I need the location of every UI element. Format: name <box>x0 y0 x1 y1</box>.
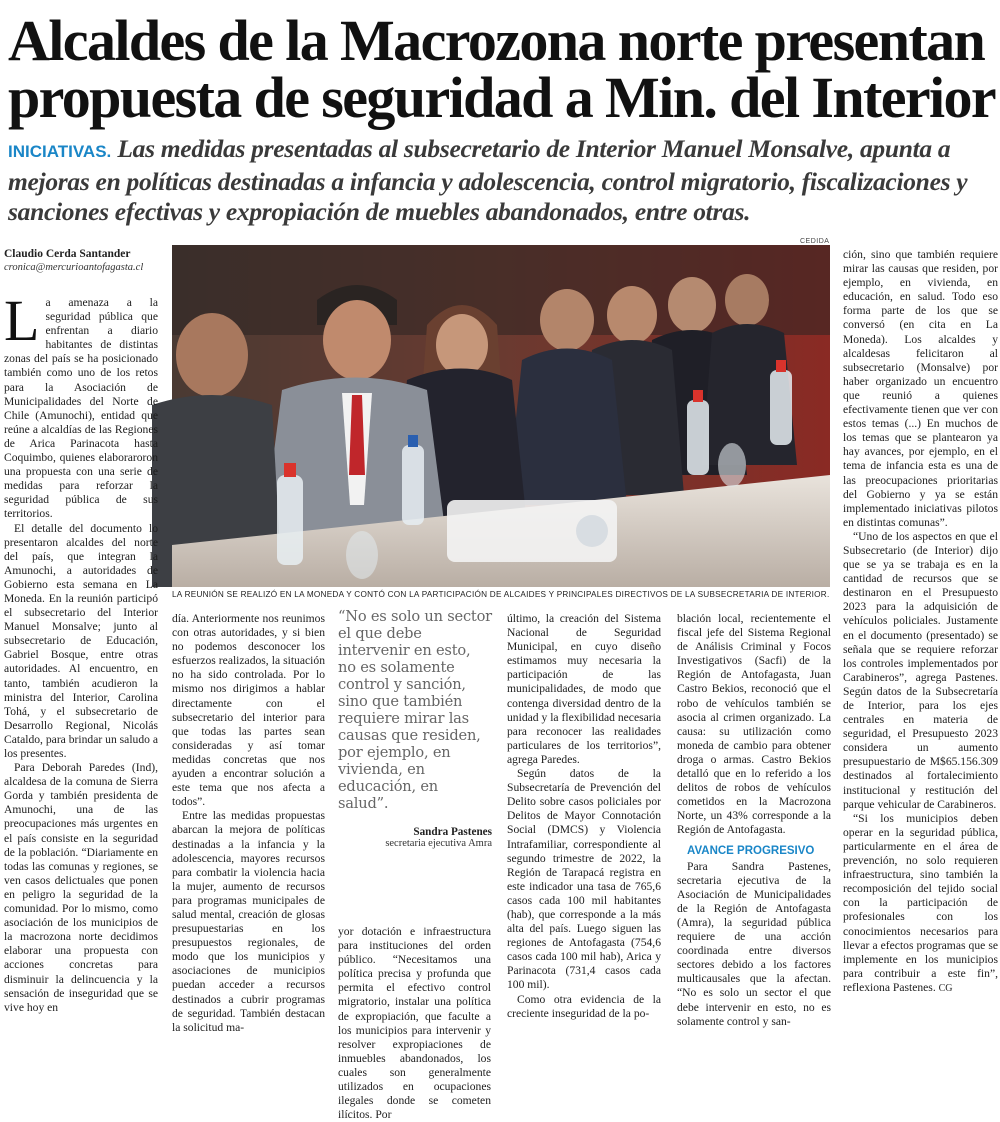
article-column-6 <box>843 248 998 1076</box>
article-paragraph: “Uno de los aspectos en que el Subsecretario (de Interior) dijo que se ya se trabaja es en la cantidad de recursos que se destinaron en el Presupuesto 2023 para la adquisición de vehículos policiales. Justamente en el documento (presentado) se señala que se requiere reforzar los controles implementados por Carabineros”, agrega Pastenes. Según datos de la Subsecretaría de Interior, para los ejes centrales en materia de seguridad, el Presupuesto 2023 considera un aumento presupuestario de M$65.156.309 destinados al fortalecimiento institucional y restitución del parque vehicular de Carabineros. <box>843 529 998 811</box>
article-column-3 <box>338 925 491 1122</box>
article-column-5 <box>677 612 831 1076</box>
article-paragraph: El detalle del documento lo presentaron alcaldes del norte del país, que integran la Amunochi, a autoridades de Gobierno esta semana en La Moneda. En la reunión participó el subsecretario del Interior Manuel Monsalve; junto al subsecretario de Educación, Gabriel Bosque, entre otras autoridades. Al encuentro, en tanto, también acudieron la ministra del Interior, Carolina Tohá, y el subsecretario de Desarrollo Regional, Nicolás Cataldo, para brindar un saludo a los presentes. <box>4 521 158 760</box>
article-paragraph: Para Deborah Paredes (Ind), alcaldesa de la comuna de Sierra Gorda y también presidenta de Amunochi, una de las preocupaciones más urgentes en el país consiste en la seguridad de la población. “Diariamente en todas las comunas y regiones, se ven casos delictuales que ponen en peligro la seguridad de la comunidad. Por lo mismo, como asociación de los municipios de la macrozona norte decidimos elaborar una propuesta con acciones concretas para disminuir la delincuencia y la sensación de inseguridad que se vive hoy en <box>4 761 158 1014</box>
section-subhead: AVANCE PROGRESIVO <box>687 844 815 857</box>
deck-kicker: INICIATIVAS. <box>8 142 112 161</box>
deck <box>8 134 993 227</box>
article-paragraph: día. Anteriormente nos reunimos con otras autoridades, y si bien no podemos desconocer los esfuerzos realizados, la situación no ha sido controlada. Por lo mismo nos dirigimos a hablar directamente con el subsecretario del interior para que todas las partes sean consideradas y así tomar medidas concretas que nos ayuden a encontrar solución a este tema que nos afecta a todos”. <box>172 612 325 809</box>
photo-credit: CEDIDA <box>800 238 830 245</box>
article-column-4 <box>507 612 661 1076</box>
end-mark: CG <box>938 982 953 994</box>
article-paragraph: yor dotación e infraestructura para instituciones del orden público. “Necesitamos una política precisa y profunda que permita el efectivo control migratorio, instalar una política de expropiación, que faculte a los municipios para intervenir y resolver expropiaciones de inmuebles abandonados, los cuales son generalmente utilizados en ocupaciones ilegales donde se cometen ilícitos. Por <box>338 925 491 1122</box>
drop-cap: L <box>4 288 40 353</box>
pull-quote <box>338 608 492 910</box>
pull-quote-author: Sandra Pastenes <box>413 826 492 838</box>
article-paragraph: blación local, recientemente el fiscal jefe del Sistema Regional de Análisis Criminal y Focos Investigativos (Sacfi) de la Región de Antofagasta, Juan Castro Bekios, reconoció que el robo de vehículos también se asocia al crimen organizado. La causa: su utilización como moneda de cambio para obtener droga o armas. Castro Bekios detalló que en lo referido a los delitos de robos de vehículos cometidos en la Macrozona Norte, un 43% corresponde a la Región de Antofagasta. <box>677 612 831 837</box>
pull-quote-text: “No es solo un sector el que debe intervenir en esto, no es solamente control y sanción, sino que también requiere mirar las causas que residen, por ejemplo, en vivienda, en educación, en salud”. <box>338 608 492 812</box>
headline <box>8 8 998 130</box>
article-paragraph: último, la creación del Sistema Nacional de Seguridad Municipal, en cuyo diseño estimamos muy necesaria la participación de las municipalidades, de modo que contenga diversidad dentro de la unidad y la flexibilidad necesaria para reconocer las realidades particulares de los territorios”, agrega Paredes. <box>507 612 661 766</box>
article-photo <box>172 245 830 587</box>
byline <box>4 248 164 273</box>
byline-author: Claudio Cerda Santander <box>4 248 131 260</box>
deck-text: Las medidas presentadas al subsecretario de Interior Manuel Monsalve, apunta a mejoras en políticas destinadas a infancia y adolescencia, control migratorio, fiscalizaciones y sanciones efectivas y expropiación de muebles abandonados, entre otras. <box>8 134 968 226</box>
article-paragraph: Entre las medidas propuestas abarcan la mejora de políticas destinadas a la infancia y la adolescencia, mayores recursos para combatir la violencia hacia la mujer, aumento de recursos para programas municipales de salud mental, creación de glosas presupuestarias en los presupuestos regionales, de modo que los municipios y asociaciones de municipios puedan acceder a recursos destinados a cubrir programas de seguridad. También destacan la solicitud ma- <box>172 809 325 1034</box>
pull-quote-role: secretaria ejecutiva Amra <box>385 838 492 849</box>
article-paragraph: Como otra evidencia de la creciente inseguridad de la po- <box>507 992 661 1020</box>
photo-caption: LA REUNIÓN SE REALIZÓ EN LA MONEDA Y CONTÓ CON LA PARTICIPACIÓN DE ALCAIDES Y PRINCIPALES DIRECTIVOS DE LA SUBSECRETARIA DE INTERIOR. <box>172 590 830 599</box>
article-paragraph: “Si los municipios deben operar en la seguridad pública, particularmente en el área de prevención, no solo requieren infraestructura, sino también la recomposición del tejido social con la participación de profesionales con los conocimientos necesarios para llevar a efectos programas que se implemente en los municipios para contribuir a este fin”, reflexiona Pastenes. CG <box>843 811 998 994</box>
byline-email: cronica@mercurioantofagasta.cl <box>4 262 144 273</box>
article-paragraph: ción, sino que también requiere mirar las causas que residen, por ejemplo, en vivienda, en educación, en salud. Todo eso forma parte de los que se conversó (en cita en La Moneda). Los alcaldes y alcaldesas felicitaron al subsecretario (Monsalve) por haber organizado un encuentro que reunió a quienes efectivamente tienen que ver con estos temas (...) En muchos de los temas que se plantearon ya hay avances, por ejemplo, en el tema de infancia esta es una de las preocupaciones prioritarias del Gobierno y ya se están implementado iniciativas pilotos en distintas comunas”. <box>843 248 998 529</box>
headline-line-1: Alcaldes de la Macrozona norte presentan <box>8 8 985 73</box>
article-column-2 <box>172 612 325 1076</box>
article-paragraph: La amenaza a la seguridad pública que enfrentan a diario habitantes de distintas zonas del país se ha posicionado también como uno de los retos para la Asociación de Municipalidades del Norte de Chile (Amunochi), entidad que reúne a alcaldías de las Regiones de Arica Parinacota hasta Coquimbo, quienes elaboraroron una propuesta con una serie de medidas para reforzar la seguridad pública de sus territorios. <box>4 288 158 521</box>
article-paragraph: Para Sandra Pastenes, secretaria ejecutiva de la Asociación de Municipalidades de la Región de Antofagasta (Amra), la seguridad pública requiere de una acción coordinada entre diversos sectores debido a los factores multicausales que la afectan. “No es solo un sector el que debe intervenir en esto, no es solamente control y san- <box>677 859 831 1028</box>
article-paragraph: Según datos de la Subsecretaría de Prevención del Delito sobre casos policiales por Delitos de Mayor Connotación Social (DMCS) y Violencia Intrafamiliar, correspondiente al segundo trimestre de 2022, la Región de Tarapacá registra en este indicador una tasa de 765,6 casos cada 100 mil habitantes (hab), que corresponde a la más alta del país. Luego siguen las regiones de Antofagasta (754,6 casos cada 100 mil hab), Arica y Parinacota (731,4 casos cada 100 mil). <box>507 767 661 992</box>
headline-line-2: propuesta de seguridad a Min. del Interior <box>8 65 996 130</box>
meeting-photo-illustration <box>172 245 830 587</box>
article-column-1 <box>4 288 158 1076</box>
